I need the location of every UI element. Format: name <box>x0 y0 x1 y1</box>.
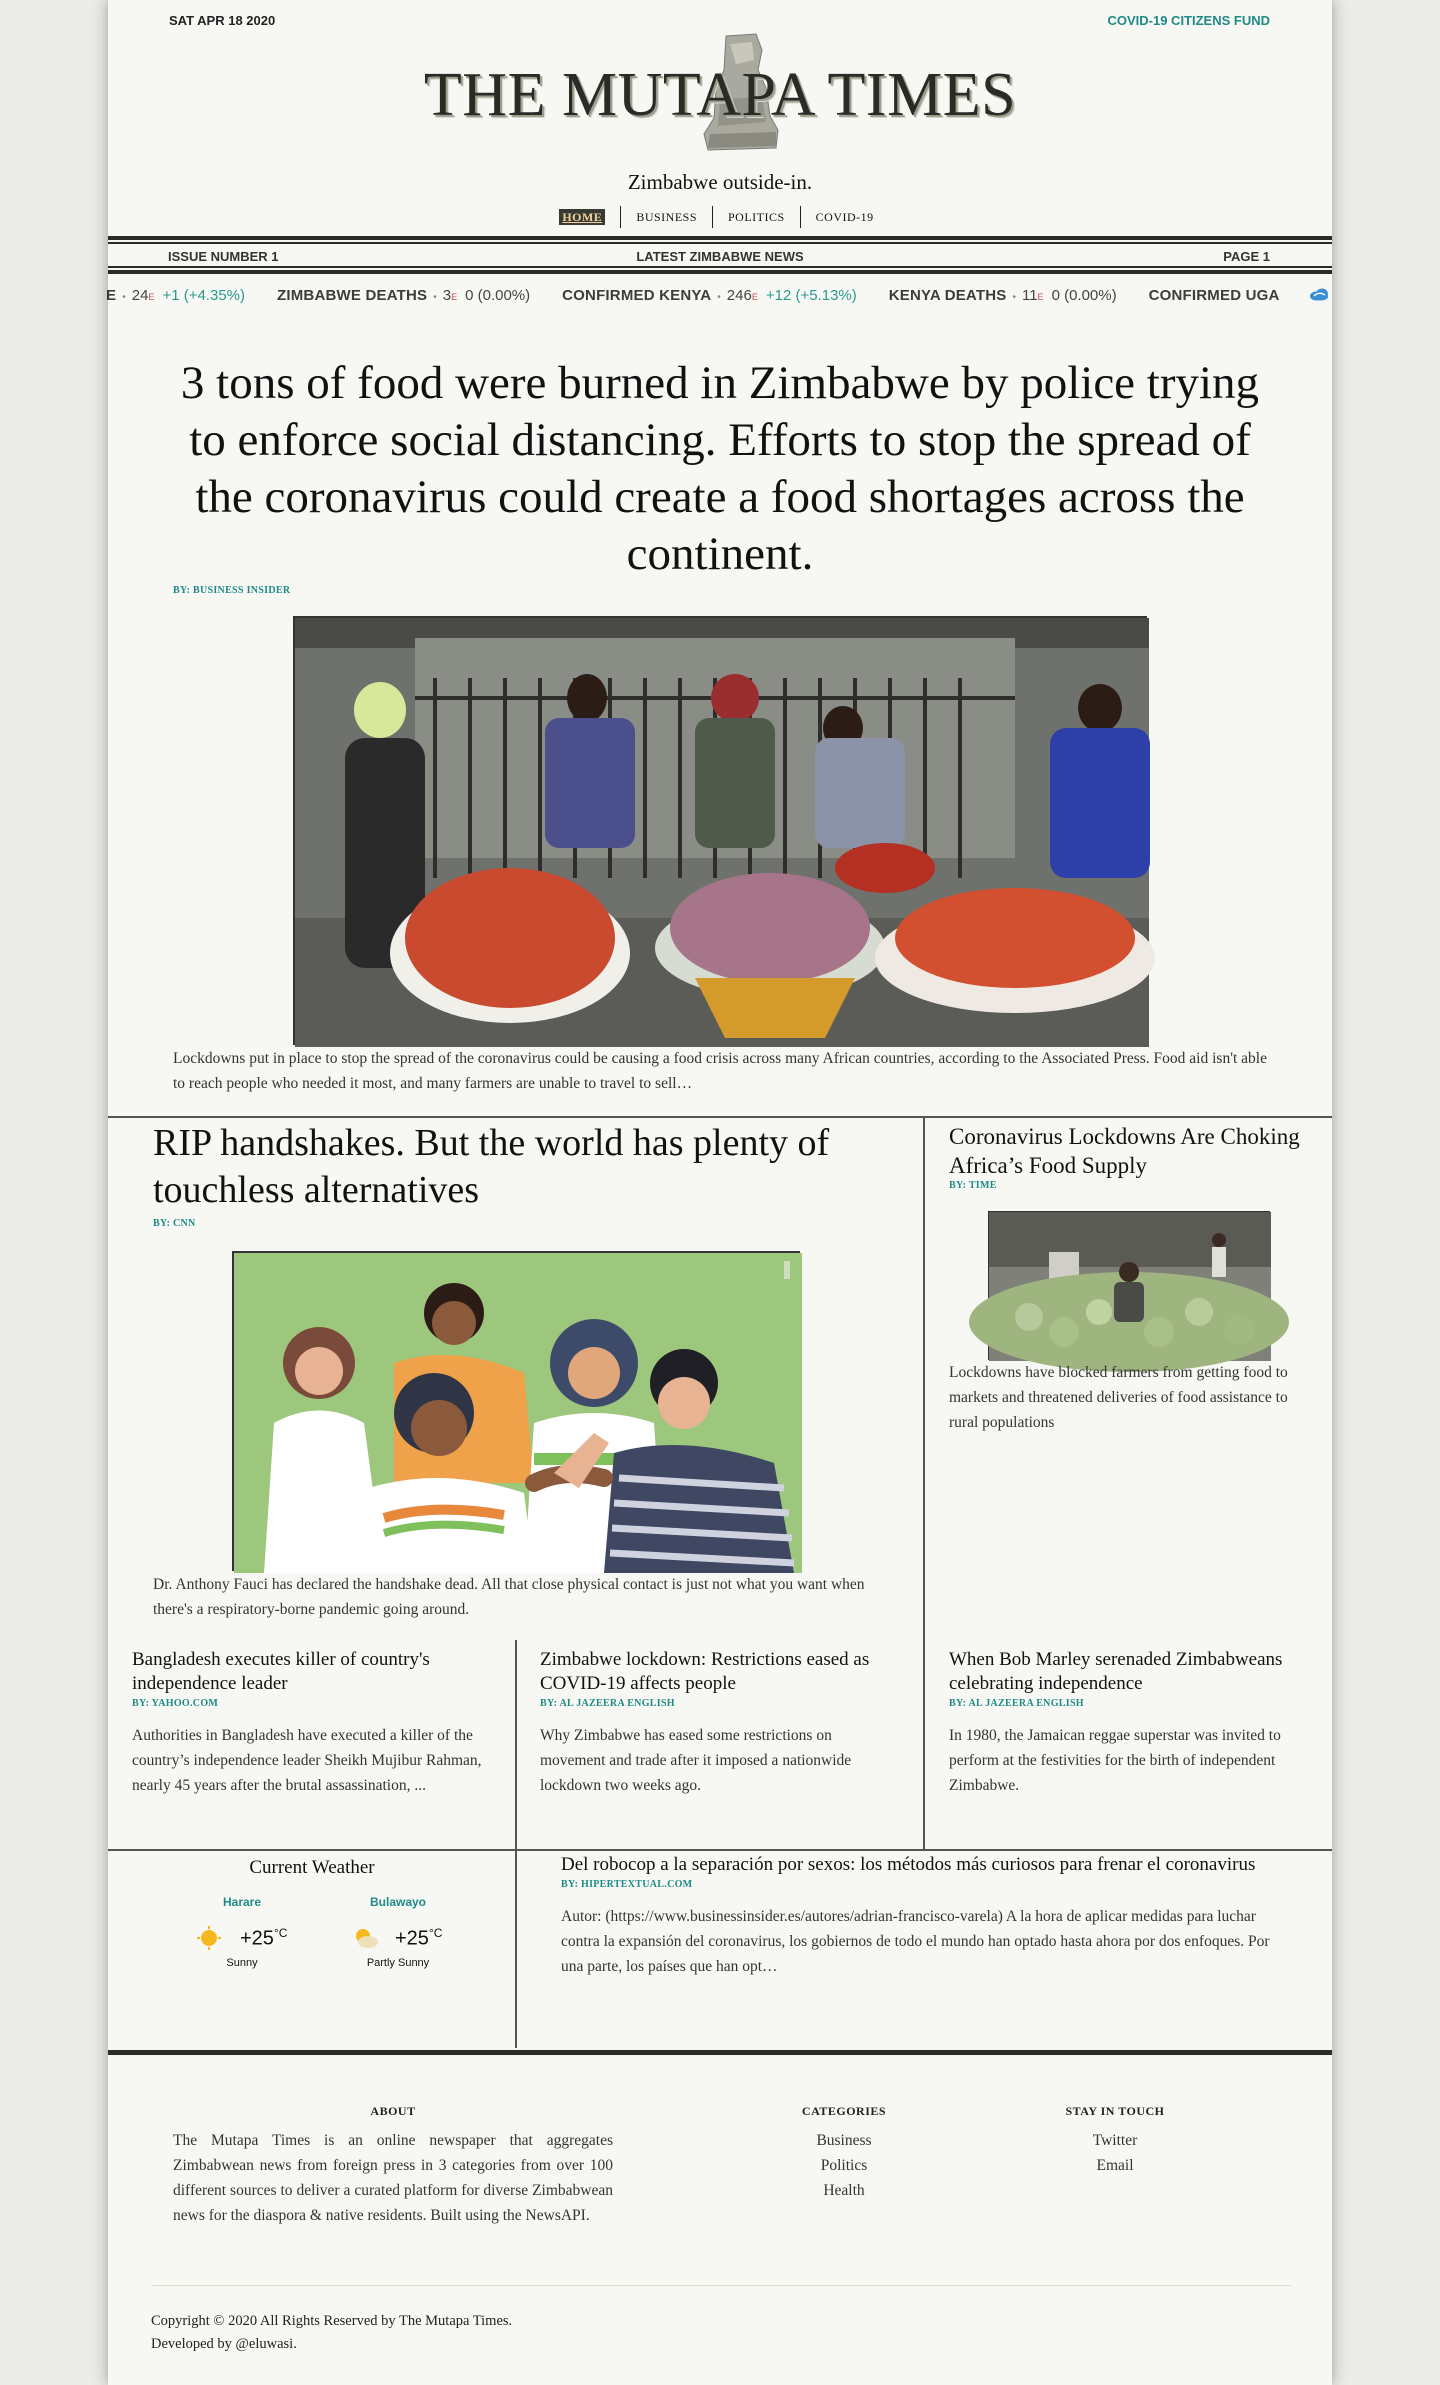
section-divider-2 <box>108 1849 1332 1851</box>
handshake-headline[interactable]: RIP handshakes. But the world has plenty of touchless alternatives <box>153 1122 830 1211</box>
bob-marley-headline[interactable]: When Bob Marley serenaded Zimbabweans celebrating independence <box>949 1649 1283 1694</box>
ticker-item <box>106 287 245 304</box>
article-card <box>540 1648 900 1798</box>
ticker-dot-icon: • <box>1012 292 1016 303</box>
ticker-change: 0 (0.00%) <box>1051 287 1117 304</box>
footer-link-twitter[interactable]: Twitter <box>1092 2132 1138 2149</box>
ticker-item <box>277 287 530 304</box>
lead-caption: Lockdowns put in place to stop the spread of the coronavirus could be causing a food crisis across many African countries, according to the Associated Press. Food aid isn't able to reach people who needed it most, and many farmers are unable to travel to sell… <box>173 1050 1267 1092</box>
footer-link-business[interactable]: Business <box>816 2132 872 2149</box>
ticker-label: E <box>106 287 117 304</box>
sun-icon <box>196 1925 222 1951</box>
ticker-value: 11 <box>1021 287 1038 304</box>
categories-list <box>744 2128 944 2203</box>
article-card <box>949 1648 1319 1798</box>
robocop-headline[interactable]: Del robocop a la separación por sexos: los métodos más curiosos para frenar el coronavirus <box>561 1854 1256 1875</box>
ticker-value: 246 <box>726 287 752 304</box>
ticker-suffix: E <box>451 292 458 302</box>
bangladesh-byline: BY: YAHOO.COM <box>132 1698 219 1709</box>
header-rule-top-thin <box>108 242 1332 244</box>
bangladesh-summary: Authorities in Bangladesh have executed a killer of the country’s independence leader Sheikh Mujibur Rahman, nearly 45 years after the brutal assassination, ... <box>132 1727 482 1794</box>
food-supply-byline: BY: TIME <box>949 1180 997 1191</box>
ticker-dot-icon: • <box>433 292 437 303</box>
main-nav <box>108 206 1332 228</box>
ticker-label: ZIMBABWE DEATHS <box>277 287 428 304</box>
footer-divider <box>151 2285 1291 2286</box>
zimbabwe-lockdown-summary: Why Zimbabwe has eased some restrictions on movement and trade after it imposed a nationwide lockdown two weeks ago. <box>540 1727 852 1794</box>
ticker-label: KENYA DEATHS <box>888 287 1007 304</box>
ticker-change: 0 (0.00%) <box>465 287 531 304</box>
weather-temp-bulawayo: $+25^{^\circ C}$ <box>395 1926 443 1950</box>
cabbage-market-image[interactable] <box>988 1211 1270 1360</box>
footer-link-health[interactable]: Health <box>823 2182 865 2199</box>
nav-covid[interactable]: COVID-19 <box>800 206 889 228</box>
weather-condition-harare: Sunny <box>226 1957 258 1969</box>
nav-home[interactable]: HOME <box>551 206 620 228</box>
ticker-item <box>562 287 857 304</box>
weather-city-harare: Harare <box>222 1895 262 1909</box>
header-rule-bottom-thin <box>108 266 1332 268</box>
lead-image-market-stall[interactable] <box>293 616 1147 1045</box>
ticker-item <box>889 287 1117 304</box>
weather-city-bulawayo: Bulawayo <box>369 1895 426 1909</box>
weather-temp-harare: $+25^{^\circ C}$ <box>240 1926 288 1950</box>
ticker-item <box>1149 287 1280 304</box>
issue-info-bar <box>108 246 1332 266</box>
weather-title: Current Weather <box>249 1857 375 1878</box>
column-divider-right <box>923 1116 925 1849</box>
contact-title: STAY IN TOUCH <box>1065 2104 1165 2118</box>
footer-rule <box>108 2050 1332 2055</box>
article-card <box>561 1853 1291 1979</box>
food-supply-caption: Lockdowns have blocked farmers from getting food to markets and threatened deliveries of food assistance to rural populations <box>949 1364 1288 1431</box>
issue-number: ISSUE NUMBER 1 <box>168 249 279 264</box>
zimbabwe-lockdown-headline[interactable]: Zimbabwe lockdown: Restrictions eased as COVID-19 affects people <box>540 1649 870 1694</box>
developer-credit: Developed by @eluwasi. <box>151 2336 297 2352</box>
newspaper-page <box>108 0 1332 2385</box>
lead-headline[interactable]: 3 tons of food were burned in Zimbabwe by police trying to enforce social distancing. Efforts to stop the spread of the coronavirus could create a food shortages across the continent. <box>180 357 1260 580</box>
partly-sunny-icon <box>351 1925 381 1951</box>
header-rule-top <box>108 236 1332 240</box>
copyright <box>151 2310 512 2356</box>
categories-title: CATEGORIES <box>801 2104 887 2118</box>
about-text: The Mutapa Times is an online newspaper that aggregates Zimbabwean news from foreign press in 3 categories from over 100 different sources to deliver a curated platform for diverse Zimbabwean news for the diaspora & native residents. Built using the NewsAPI. <box>173 2132 613 2224</box>
ticker-suffix: E <box>751 292 758 302</box>
section-divider-1 <box>108 1116 1332 1118</box>
header-rule-bottom <box>108 270 1332 274</box>
lead-byline: BY: BUSINESS INSIDER <box>173 585 291 596</box>
handshake-byline: BY: CNN <box>153 1218 196 1229</box>
section-label: LATEST ZIMBABWE NEWS <box>636 249 804 264</box>
article-card <box>132 1648 487 1798</box>
ticker-label: CONFIRMED KENYA <box>562 287 712 304</box>
covid-fund-link[interactable]: COVID-19 CITIZENS FUND <box>1107 13 1270 28</box>
ticker-suffix: E <box>148 292 155 302</box>
masthead-title[interactable]: THE MUTAPA TIMES <box>423 61 1017 129</box>
ticker-change: +12 (+5.13%) <box>765 287 857 304</box>
copyright-text: Copyright © 2020 All Rights Reserved by The Mutapa Times. <box>151 2313 513 2329</box>
page-number: PAGE 1 <box>1223 249 1270 264</box>
ticker-dot-icon: • <box>717 292 721 303</box>
weather-condition-bulawayo: Partly Sunny <box>366 1957 430 1969</box>
ticker-change: +1 (+4.35%) <box>162 287 245 304</box>
nav-business[interactable]: BUSINESS <box>620 206 712 228</box>
ticker-suffix: E <box>1037 292 1044 302</box>
cloud-icon <box>1308 286 1330 302</box>
bob-marley-byline: BY: AL JAZEERA ENGLISH <box>949 1698 1084 1709</box>
footer-link-email[interactable]: Email <box>1096 2157 1134 2174</box>
tagline: Zimbabwe outside-in. <box>627 170 813 194</box>
zimbabwe-lockdown-byline: BY: AL JAZEERA ENGLISH <box>540 1698 675 1709</box>
about-title: ABOUT <box>370 2104 416 2118</box>
covid-stats-ticker <box>108 283 1332 313</box>
ticker-value: 3 <box>442 287 452 304</box>
contact-list <box>1015 2128 1215 2178</box>
bangladesh-headline[interactable]: Bangladesh executes killer of country's independence leader <box>132 1649 430 1694</box>
food-supply-headline[interactable]: Coronavirus Lockdowns Are Choking Africa’s Food Supply <box>949 1124 1300 1178</box>
ticker-dot-icon: • <box>122 292 126 303</box>
ticker-value: 24 <box>131 287 149 304</box>
nav-politics[interactable]: POLITICS <box>712 206 800 228</box>
bob-marley-summary: In 1980, the Jamaican reggae superstar was invited to perform at the festivities for the birth of independent Zimbabwe. <box>949 1727 1281 1794</box>
robocop-byline: BY: HIPERTEXTUAL.COM <box>561 1879 693 1890</box>
issue-date: SAT APR 18 2020 <box>169 13 276 28</box>
ticker-label: CONFIRMED UGA <box>1148 287 1280 304</box>
handshake-caption: Dr. Anthony Fauci has declared the handshake dead. All that close physical contact is just not what you want when there's a respiratory-borne pandemic going around. <box>153 1576 865 1618</box>
robocop-summary: Autor: (https://www.businessinsider.es/autores/adrian-francisco-varela) A la hora de aplicar medidas para luchar contra la expansión del coronavirus, los gobiernos de todo el mundo han optado hasta ahora por dos enfoques. Por una parte, los países que han opt… <box>561 1908 1270 1975</box>
footer-link-politics[interactable]: Politics <box>820 2157 868 2174</box>
handshake-illustration[interactable] <box>232 1251 800 1571</box>
